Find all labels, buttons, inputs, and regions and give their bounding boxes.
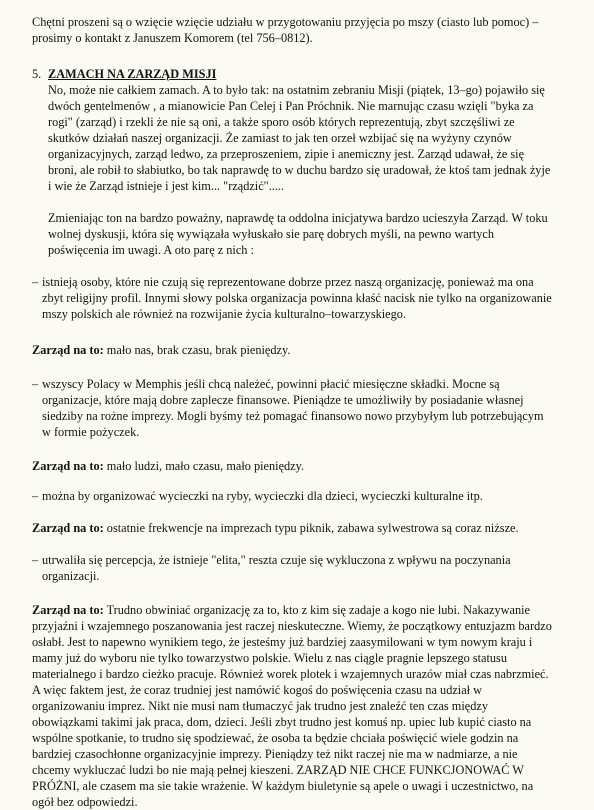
final-paragraph: A więc faktem jest, że coraz trudniej jest namówić kogoś do poświęcenia czasu na udział w organizowaniu imprez. Nikt nie musi nam tłumaczyć jak trudno jest znaleźć ten czas między obowiązkami takimi jak praca, dom, dzieci. Jeśli zbyt trudno jest komuś np. upiec lub kupić ciasto na wspólne spotkanie, to trudno się spodziewać, że osoba ta będzie chciała poświęcić wiele godzin na bardziej czasochłonne organizacyjnie imprezy. Pieniądzy też nikt raczej nie ma w nadmiarze, a nie chcemy wykluczać ludzi bo nie mają pełnej kieszeni. ZARZĄD NIE CHCE FUNKCJONOWAĆ W PRÓŻNI, ale czasem ma sie takie wrażenie. W każdym biuletynie są apele o uwagi i uczestnictwo, na ogół bez odpowiedzi. <box>32 683 534 809</box>
bullet-text: można by organizować wycieczki na ryby, wycieczki dla dzieci, wycieczki kulturalne itp. <box>42 489 483 503</box>
bullet-item-4 <box>32 552 554 584</box>
bullet-text: wszyscy Polacy w Memphis jeśli chcą należeć, powinni płacić miesięczne składki. Mocne są organizacje, które mają dobre zaplecze finansowe. Pieniądze te umożliwiły by posiadanie własnej siedziby na rożne imprezy. Mogli byśmy też pomagać finansowo nowo przybyłym lub potrzebującym w formie pożyczek. <box>42 377 544 439</box>
board-response-label: Zarząd na to: <box>32 459 104 473</box>
bullet-dash: – <box>32 377 39 391</box>
intro-paragraph: Chętni proszeni są o wzięcie wzięcie udziału w przygotowaniu przyjęcia po mszy (ciasto lub pomoc) – prosimy o kontakt z Januszem Komorem (tel 756–0812). <box>32 15 539 45</box>
board-response-text: mało nas, brak czasu, brak pieniędzy. <box>103 343 291 357</box>
bullet-item-3 <box>32 488 554 504</box>
section-paragraph-2: Zmieniając ton na bardzo poważny, naprawdę ta oddolna inicjatywa bardzo ucieszyła Zarząd. W toku wolnej dyskusji, która się wywiązała wyłuskało sie parę dobrych myśli, na pewno wartych poświęcenia im uwagi. A oto parę z nich : <box>48 211 548 257</box>
board-response-2 <box>32 458 554 474</box>
section-paragraph-1: No, może nie całkiem zamach. A to było tak: na ostatnim zebraniu Misji (piątek, 13–go) pojawiło się dwóch gentelmenów , a mianowicie Pan Celej i Pan Próchnik. Nie marnując czasu wzięli "byka za rogi" (zarząd) i rzekli że nie są oni, a także sporo osób których reprezentują, zbyt szczęśliwi ze skutków działań naszej organizacji. Że zamiast to jak ten orzeł wzbijać się na wyżyny czynów organizacyjnych, zarząd ledwo, za przeproszeniem, zipie i anemiczny jest. Zarząd udawał, że się broni, ale robił to słabiutko, bo tak naprawdę to w duchu bardzo się uradował, że ktoś tam jednak żyje i wie że Zarząd istnieje i jest kim... "rządzić"..... <box>48 83 551 193</box>
board-response-label: Zarząd na to: <box>32 343 104 357</box>
section-title: ZAMACH NA ZARZĄD MISJI <box>48 67 217 81</box>
board-response-text: Trudno obwiniać organizację za to, kto z kim się zadaje a kogo nie lubi. Nakazywanie przyjaźni i wzajemnego poszanowania jest raczej nieskuteczne. Wiemy, że początkowy entuzjazm bardzo osłabł. Jest to napewno wynikiem tego, że jesteśmy już bardziej zaasymilowani w tym nowym kraju i mamy już do wyboru nie tylko towarzystwo polskie. Wielu z nas ciągle pragnie lepszego statusu materialnego i bardzo cieżko pracuje. Również worek plotek i wzajemnych urazów miał czas nabrzmieć. <box>32 603 552 681</box>
board-response-label: Zarząd na to: <box>32 521 104 535</box>
board-response-3 <box>32 520 554 536</box>
section-heading <box>32 66 554 82</box>
board-response-4 <box>32 602 554 682</box>
board-response-text: mało ludzi, mało czasu, mało pieniędzy. <box>103 459 305 473</box>
bullet-text: istnieją osoby, które nie czują się reprezentowane dobrze przez naszą organizację, ponieważ ma ona zbyt religijny profil. Innymi słowy polska organizacja powinna kłaść nacisk nie tylko na organizowanie mszy polskich ale również na rozwijanie życia kulturalno–towarzyskiego. <box>42 275 552 321</box>
board-response-text: ostatnie frekwencje na imprezach typu piknik, zabawa sylwestrowa są coraz niższe. <box>103 521 519 535</box>
board-response-label: Zarząd na to: <box>32 603 104 617</box>
bullet-dash: – <box>32 489 39 503</box>
board-response-1 <box>32 342 554 358</box>
bullet-dash: – <box>32 553 39 567</box>
bullet-item-2 <box>32 376 554 440</box>
bullet-item-1 <box>32 274 554 322</box>
section-number: 5. <box>32 67 42 81</box>
bullet-text: utrwaliła się percepcja, że istnieje "elita," reszta czuje się wykluczona z wpływu na poczynania organizacji. <box>42 553 511 583</box>
bullet-dash: – <box>32 275 39 289</box>
